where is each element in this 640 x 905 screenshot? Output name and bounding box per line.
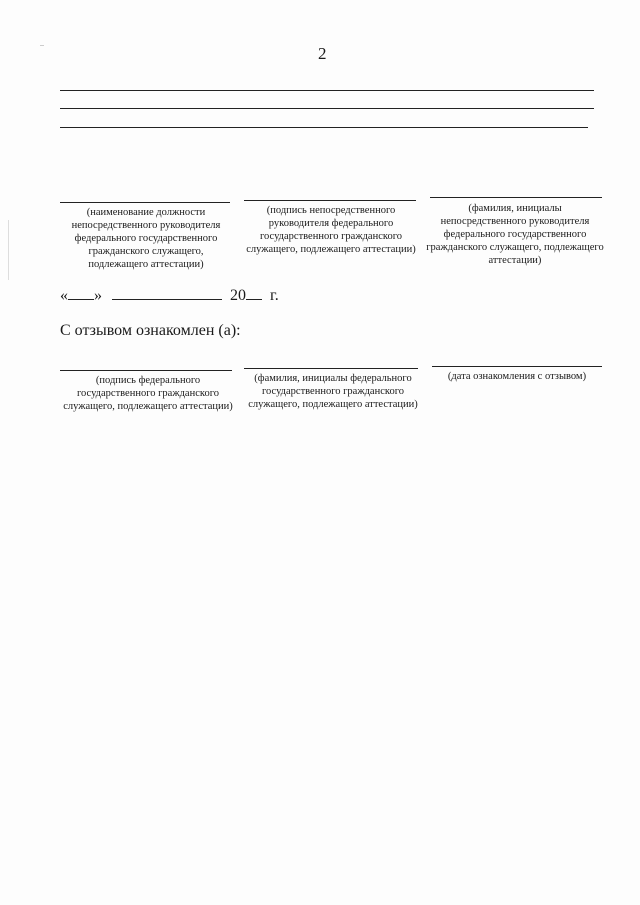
page-number: 2 <box>318 44 327 63</box>
day-blank <box>68 285 94 300</box>
ruled-line-3 <box>60 127 588 128</box>
date-open-quote: « <box>60 287 68 304</box>
supervisor-name-caption: (фамилия, инициалы непосредственного руководителя федерального государственного гражданского служащего, подлежащего аттестации) <box>426 203 604 266</box>
ruled-line-1 <box>60 90 594 91</box>
year-blank <box>246 285 262 300</box>
date-line <box>60 285 279 305</box>
employee-name-line <box>244 368 418 369</box>
supervisor-name-line <box>430 197 602 198</box>
supervisor-position-caption: (наименование должности непосредственного руководителя федерального государственного гражданского служащего, подлежащего аттестации) <box>71 207 221 270</box>
supervisor-signature-caption: (подпись непосредственного руководителя федерального государственного гражданского служащего, подлежащего аттестации) <box>246 205 416 255</box>
scan-artifact <box>40 45 44 46</box>
employee-name-caption: (фамилия, инициалы федерального государственного гражданского служащего, подлежащего аттестации) <box>248 373 418 410</box>
acknowledgement-heading: С отзывом ознакомлен (а): <box>60 322 241 339</box>
employee-signature-caption: (подпись федерального государственного гражданского служащего, подлежащего аттестации) <box>63 375 233 412</box>
month-blank <box>112 285 222 300</box>
scan-artifact <box>8 220 9 280</box>
year-suffix: г. <box>270 287 279 304</box>
supervisor-position-line <box>60 202 230 203</box>
date-close-quote: » <box>94 287 102 304</box>
year-prefix: 20 <box>230 287 246 304</box>
ruled-line-2 <box>60 108 594 109</box>
ack-date-line <box>432 366 602 367</box>
employee-signature-line <box>60 370 232 371</box>
ack-date-caption: (дата ознакомления с отзывом) <box>447 371 587 382</box>
supervisor-signature-line <box>244 200 416 201</box>
